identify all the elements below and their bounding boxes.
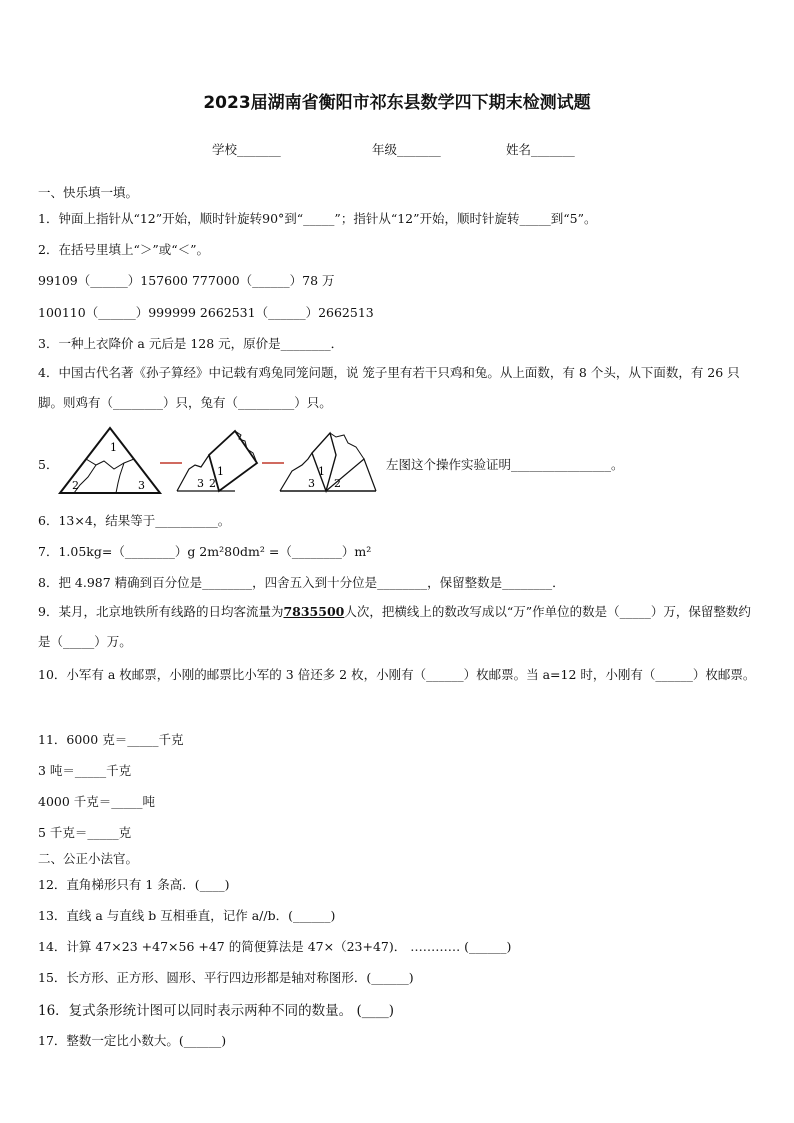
angle-label: 2 — [72, 479, 79, 492]
question-1: 1．钟面上指针从“12”开始，顺时针旋转90°到“_____”；指针从“12”开始，顺时针旋转_____到“5”。 — [38, 211, 597, 226]
angle-label: 1 — [110, 441, 117, 454]
question-5-number: 5． — [38, 457, 59, 472]
angle-label: 2 — [334, 477, 341, 490]
question-6: 6．13×4，结果等于__________。 — [38, 513, 231, 528]
question-11-b: 3 吨＝_____千克 — [38, 763, 132, 778]
question-9 — [38, 597, 760, 657]
angle-label: 3 — [308, 477, 315, 490]
question-11-c: 4000 千克＝_____吨 — [38, 794, 156, 809]
question-2: 2．在括号里填上“＞”或“＜”。 — [38, 242, 210, 257]
section-heading-1: 一、快乐填一填。 — [38, 185, 139, 200]
question-2-row-a: 99109（______）157600 777000（______）78 万 — [38, 273, 335, 288]
question-4: 4．中国古代名著《孙子算经》中记载有鸡兔同笼问题，说 笼子里有若干只鸡和兔。从上面数，有 8 个头，从下面数，有 26 只脚。则鸡有（________）只，兔有（_________）只。 — [38, 365, 740, 410]
question-7: 7．1.05kg=（________）g 2m²80dm² =（________）m² — [38, 544, 372, 559]
question-5-text: 左图这个操作实验证明________________。 — [386, 457, 624, 472]
angle-label: 1 — [217, 465, 224, 478]
question-2-row-b: 100110（______）999999 2662531（______）2662513 — [38, 305, 374, 320]
triangle-figure-1 — [58, 425, 163, 495]
page-title: 2023届湖南省衡阳市祁东县数学四下期末检测试题 — [203, 93, 591, 113]
question-14: 14．计算 47×23 +47×56 +47 的简便算法是 47×（23+47)． ………… (______) — [38, 939, 512, 954]
grade-field: 年级_______ — [372, 142, 441, 157]
angle-label: 3 — [138, 479, 145, 492]
triangle-figure-2 — [175, 425, 265, 495]
question-9-number: 7835500 — [283, 604, 345, 619]
question-9-text: 9．某月，北京地铁所有线路的日均客流量为 — [38, 604, 284, 619]
question-10: 10．小军有 a 枚邮票，小刚的邮票比小军的 3 倍还多 2 枚，小刚有（______）枚邮票。当 a=12 时，小刚有（______）枚邮票。 — [38, 667, 756, 682]
question-8: 8．把 4.987 精确到百分位是________，四舍五入到十分位是________，保留整数是________． — [38, 575, 565, 590]
question-11-d: 5 千克＝_____克 — [38, 825, 132, 840]
angle-label: 1 — [318, 465, 325, 478]
question-16: 16．复式条形统计图可以同时表示两种不同的数量。 (____) — [38, 1003, 395, 1019]
section-heading-2: 二、公正小法官。 — [38, 851, 139, 866]
question-11-a: 11．6000 克＝_____千克 — [38, 732, 184, 747]
question-17: 17．整数一定比小数大。(______) — [38, 1033, 227, 1048]
question-13: 13．直线 a 与直线 b 互相垂直，记作 a//b．(______) — [38, 908, 336, 923]
angle-label: 2 — [209, 477, 216, 490]
name-field: 姓名_______ — [506, 142, 575, 157]
triangle-figure-3 — [278, 425, 378, 495]
question-15: 15．长方形、正方形、圆形、平行四边形都是轴对称图形．(______) — [38, 970, 414, 985]
question-3: 3．一种上衣降价 a 元后是 128 元，原价是________． — [38, 336, 344, 351]
angle-label: 3 — [197, 477, 204, 490]
question-9-text: 人次，把横线上的数改写成以“万”作单位的数是（_____）万，保留整数约是（_____）万。 — [38, 604, 751, 649]
school-field: 学校_______ — [212, 142, 281, 157]
question-12: 12．直角梯形只有 1 条高．(____) — [38, 877, 230, 892]
